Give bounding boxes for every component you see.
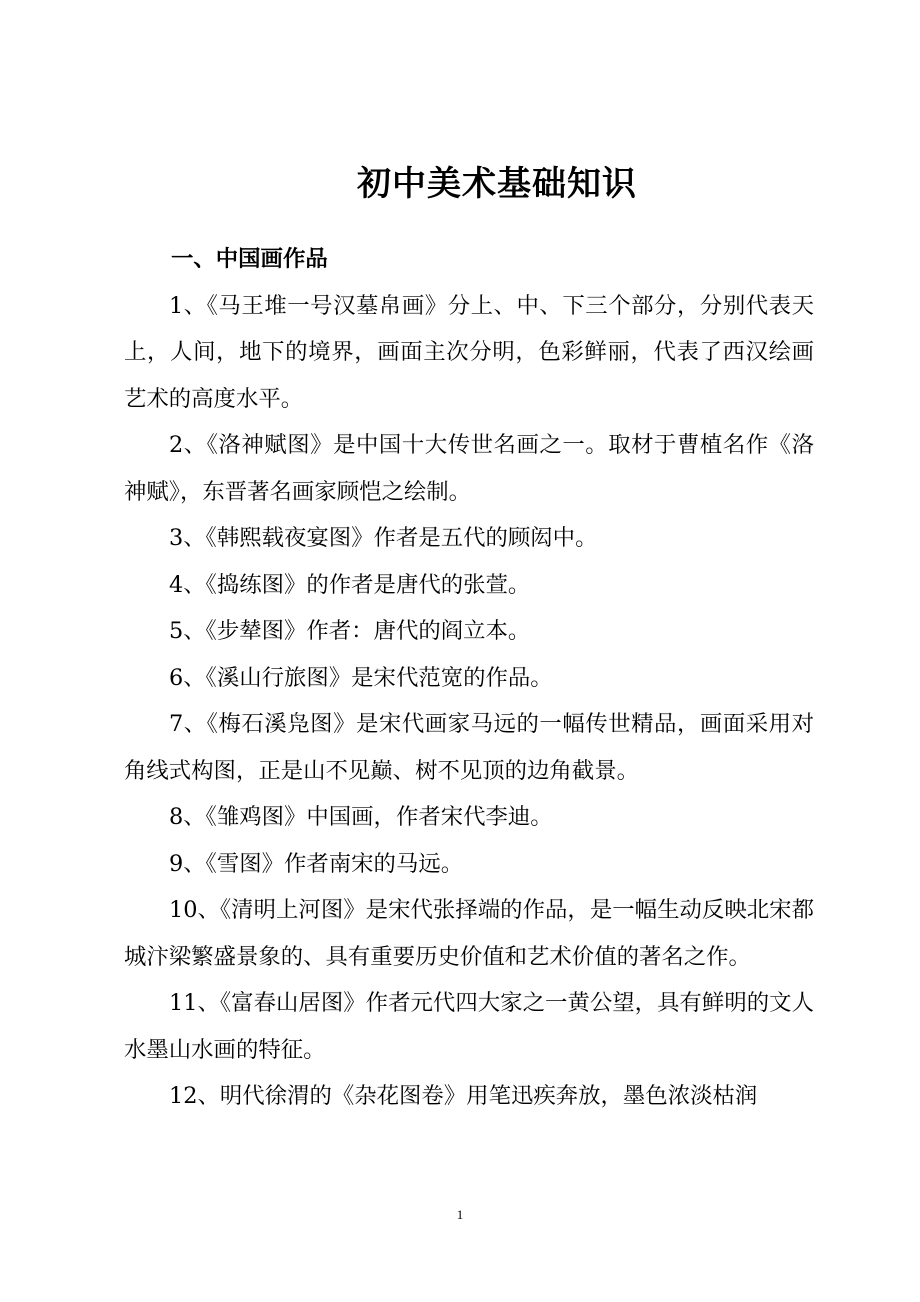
paragraph-7: 7、《梅石溪凫图》是宋代画家马远的一幅传世精品，画面采用对角线式构图，正是山不见巅、树不见顶的边角截景。 (124, 711, 814, 784)
paragraph-5: 5、《步辇图》作者：唐代的阎立本。 (169, 618, 531, 644)
paragraph-3: 3、《韩熙载夜宴图》作者是五代的顾闳中。 (169, 525, 598, 551)
paragraph-10: 10、《清明上河图》是宋代张择端的作品，是一幅生动反映北宋都城汴梁繁盛景象的、具有重要历史价值和艺术价值的著名之作。 (124, 897, 814, 970)
paragraph-6: 6、《溪山行旅图》是宋代范宽的作品。 (169, 664, 553, 691)
paragraph-12: 12、明代徐渭的《杂花图卷》用笔迅疾奔放，墨色浓淡枯润 (169, 1083, 758, 1109)
document-body (124, 236, 814, 1120)
document-title: 初中美术基础知识 (357, 164, 637, 204)
paragraph-1: 1、《马王堆一号汉墓帛画》分上、中、下三个部分，分别代表天上，人间，地下的境界，画面主次分明，色彩鲜丽，代表了西汉绘画艺术的高度水平。 (124, 292, 814, 412)
paragraph-2: 2、《洛神赋图》是中国十大传世名画之一。取材于曹植名作《洛神赋》，东晋著名画家顾恺之绘制。 (124, 432, 814, 505)
paragraph-4: 4、《捣练图》的作者是唐代的张萱。 (169, 571, 531, 598)
paragraph-8: 8、《雏鸡图》中国画，作者宋代李迪。 (169, 804, 553, 830)
paragraph-9: 9、《雪图》作者南宋的马远。 (169, 850, 464, 877)
page-number: 1 (456, 1207, 464, 1222)
paragraph-11: 11、《富春山居图》作者元代四大家之一黄公望，具有鲜明的文人水墨山水画的特征。 (124, 990, 814, 1063)
section-heading: 一、中国画作品 (171, 246, 328, 272)
